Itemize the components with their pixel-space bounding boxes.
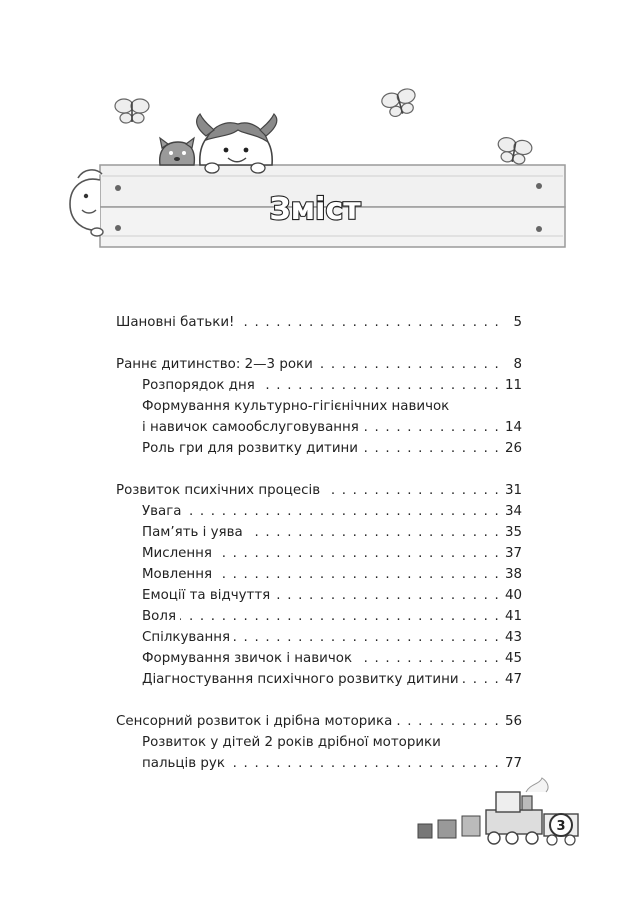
- toc-item-title: Формування звичок і навичок: [142, 651, 353, 666]
- toc-item-title: Увага: [142, 504, 182, 519]
- toc-item: [116, 648, 522, 669]
- dot-leader: [356, 648, 500, 669]
- blocks-icon: [418, 816, 480, 838]
- dot-leader: [234, 627, 500, 648]
- dot-leader: [238, 312, 500, 333]
- header-svg: [0, 0, 638, 280]
- toc-section: [116, 312, 522, 333]
- toc-item: [116, 585, 522, 606]
- toc-page-number: 35: [504, 525, 522, 540]
- toc-item-line: [116, 732, 522, 753]
- toc-section-title: Розвиток психічних процесів: [116, 483, 321, 498]
- nail-icon: [536, 183, 542, 189]
- toc-item-title: Роль гри для розвитку дитини: [142, 441, 358, 456]
- toc-item-title-line1: Розвиток у дітей 2 років дрібної моторики: [142, 735, 441, 750]
- toc-page-number: 34: [504, 504, 522, 519]
- toc-page-number: 37: [504, 546, 522, 561]
- toc-item-title: Мислення: [142, 546, 212, 561]
- dot-leader: [463, 669, 500, 690]
- dot-leader: [180, 606, 500, 627]
- toc-page-number: 45: [504, 651, 522, 666]
- toc-item-title: Розпорядок дня: [142, 378, 255, 393]
- toc-item-line: [116, 396, 522, 417]
- toc-page-number: 41: [504, 609, 522, 624]
- toc-page-number: 40: [504, 588, 522, 603]
- cat-icon: [160, 138, 195, 165]
- toc-section-title: Шановні батьки!: [116, 315, 235, 330]
- nail-icon: [115, 225, 121, 231]
- kid-peeking-left-icon: [70, 170, 103, 236]
- toc-page-number: 31: [504, 483, 522, 498]
- toc-item: [116, 522, 522, 543]
- toc-item-title: пальців рук: [142, 756, 225, 771]
- toc-item: [116, 501, 522, 522]
- dot-leader: [247, 522, 500, 543]
- dot-leader: [363, 417, 500, 438]
- toc-page-number: 38: [504, 567, 522, 582]
- toc-item: [116, 606, 522, 627]
- toc-page-number: 26: [504, 441, 522, 456]
- toc-section: [116, 480, 522, 501]
- toc-item-title: і навичок самообслуговування: [142, 420, 359, 435]
- dot-leader: [396, 711, 500, 732]
- dot-leader: [317, 354, 500, 375]
- toc-section-title: Сенсорний розвиток і дрібна моторика: [116, 714, 393, 729]
- toc-section: [116, 354, 522, 375]
- toc-page-number: 56: [504, 714, 522, 729]
- toc-item-title: Мовлення: [142, 567, 213, 582]
- toc-item-title: Спілкування: [142, 630, 231, 645]
- dot-leader: [186, 501, 501, 522]
- header-illustration: [0, 0, 638, 280]
- dot-leader: [274, 585, 500, 606]
- girl-icon: [197, 114, 277, 173]
- toc-section: [116, 711, 522, 732]
- toc-page-number: 77: [504, 756, 522, 771]
- dot-leader: [259, 375, 500, 396]
- toc-item: [116, 417, 522, 438]
- toc-item: [116, 627, 522, 648]
- toc-item-title-line1: Формування культурно-гігієнічних навичок: [142, 399, 450, 414]
- nail-icon: [115, 185, 121, 191]
- toc-page-number: 11: [504, 378, 522, 393]
- toc-item-title: Воля: [142, 609, 176, 624]
- nail-icon: [536, 226, 542, 232]
- toc-item: [116, 669, 522, 690]
- train-svg: [410, 770, 610, 850]
- toc-page-number: 8: [513, 357, 522, 372]
- toc-page-number: 47: [504, 672, 522, 687]
- dot-leader: [216, 564, 500, 585]
- toc-page-number: 43: [504, 630, 522, 645]
- toc-item: [116, 564, 522, 585]
- toc-page-number: 14: [504, 420, 522, 435]
- toc-item-title: Діагностування психічного розвитку дитини: [142, 672, 459, 687]
- page-number: 3: [556, 819, 566, 834]
- toc-page-number: 5: [513, 315, 522, 330]
- table-of-contents: [116, 312, 522, 774]
- dot-leader: [216, 543, 500, 564]
- butterfly-icon: [115, 99, 149, 123]
- butterfly-icon: [495, 136, 533, 166]
- toc-item-title: Емоції та відчуття: [142, 588, 271, 603]
- dot-leader: [362, 438, 500, 459]
- toc-item: [116, 543, 522, 564]
- dot-leader: [324, 480, 500, 501]
- toc-item: [116, 438, 522, 459]
- toc-section-title: Раннє дитинство: 2—3 роки: [116, 357, 313, 372]
- toc-item-title: Пам’ять і уява: [142, 525, 243, 540]
- page-title: Зміст: [269, 192, 361, 227]
- butterfly-icon: [380, 87, 419, 119]
- footer-train: [410, 770, 610, 850]
- toc-item: [116, 375, 522, 396]
